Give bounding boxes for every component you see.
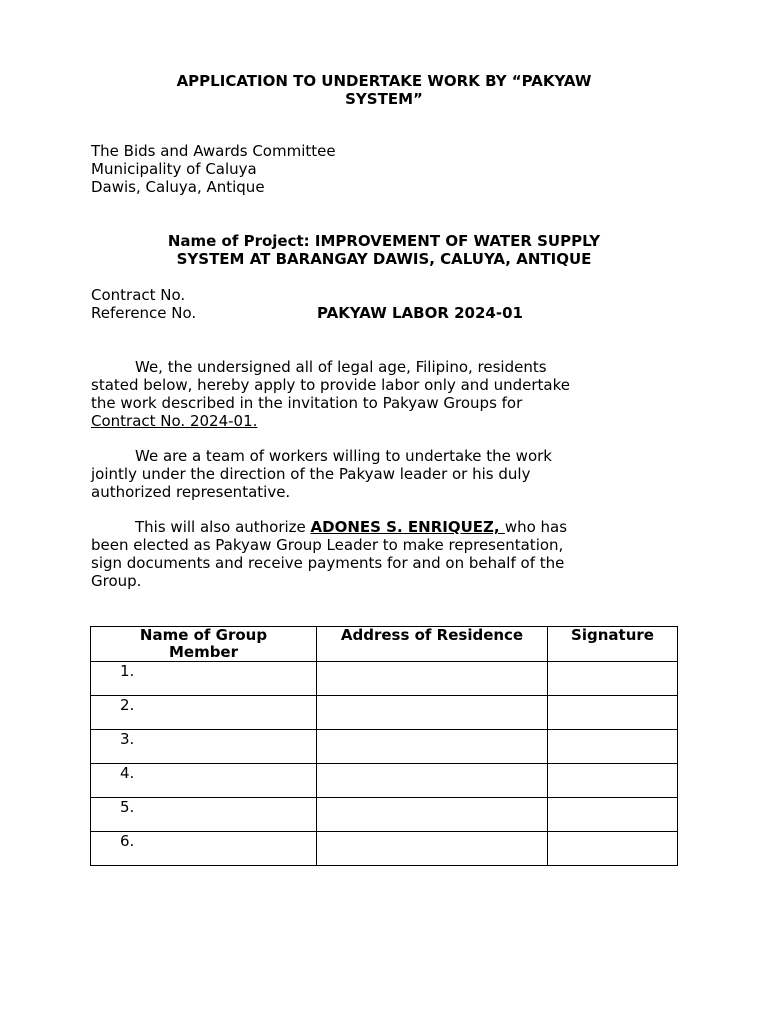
table-row <box>91 798 678 832</box>
member-name-cell[interactable] <box>91 730 317 764</box>
table-row <box>91 696 678 730</box>
row-number: 6. <box>120 832 135 850</box>
project-name <box>90 232 678 268</box>
p3-line-4: Group. <box>91 572 142 590</box>
member-name-cell[interactable] <box>91 798 317 832</box>
p1-line-4: Contract No. 2024-01. <box>91 412 258 430</box>
table-row <box>91 764 678 798</box>
address-cell[interactable] <box>317 662 548 696</box>
address-cell[interactable] <box>317 832 548 866</box>
paragraph-team <box>91 447 671 501</box>
title-line-2: SYSTEM” <box>345 90 423 108</box>
p3-line-1a: This will also authorize <box>135 518 311 536</box>
addressee-line-3: Dawis, Caluya, Antique <box>91 178 265 196</box>
signature-cell[interactable] <box>548 798 678 832</box>
p3-line-3: sign documents and receive payments for and on behalf of the <box>91 554 565 572</box>
p2-line-2: jointly under the direction of the Pakyaw leader or his duly <box>91 465 531 483</box>
address-cell[interactable] <box>317 764 548 798</box>
row-number: 5. <box>120 798 135 816</box>
header-name-line-2: Member <box>168 643 239 661</box>
reference-number-label: Reference No. <box>91 304 197 322</box>
addressee-line-1: The Bids and Awards Committee <box>91 142 336 160</box>
group-members-table <box>90 626 678 866</box>
signature-cell[interactable] <box>548 764 678 798</box>
p2-line-3: authorized representative. <box>91 483 291 501</box>
table-row <box>91 832 678 866</box>
p2-line-1: We are a team of workers willing to undertake the work <box>135 447 552 465</box>
row-number: 1. <box>120 662 135 680</box>
member-name-cell[interactable] <box>91 662 317 696</box>
project-line-1: Name of Project: IMPROVEMENT OF WATER SUPPLY <box>167 232 601 250</box>
address-cell[interactable] <box>317 730 548 764</box>
row-number: 2. <box>120 696 135 714</box>
signature-cell[interactable] <box>548 662 678 696</box>
member-name-cell[interactable] <box>91 832 317 866</box>
table-header-row <box>91 627 678 662</box>
header-signature: Signature <box>548 627 678 662</box>
signature-cell[interactable] <box>548 696 678 730</box>
table-row <box>91 662 678 696</box>
p3-line-2: been elected as Pakyaw Group Leader to make representation, <box>91 536 564 554</box>
document-title <box>90 72 678 108</box>
address-cell[interactable] <box>317 696 548 730</box>
p1-line-3: the work described in the invitation to Pakyaw Groups for <box>91 394 523 412</box>
addressee-block <box>91 142 336 196</box>
p1-line-2: stated below, hereby apply to provide labor only and undertake <box>91 376 570 394</box>
row-number: 4. <box>120 764 135 782</box>
paragraph-application <box>91 358 671 430</box>
project-line-2: SYSTEM AT BARANGAY DAWIS, CALUYA, ANTIQUE <box>176 250 592 268</box>
signature-cell[interactable] <box>548 730 678 764</box>
member-name-cell[interactable] <box>91 764 317 798</box>
member-name-cell[interactable] <box>91 696 317 730</box>
table-row <box>91 730 678 764</box>
contract-number-label: Contract No. <box>91 286 186 304</box>
address-cell[interactable] <box>317 798 548 832</box>
reference-number-value: PAKYAW LABOR 2024-01 <box>317 304 523 322</box>
p3-line-1b: who has <box>504 518 568 536</box>
paragraph-authorization <box>91 518 671 590</box>
title-line-1: APPLICATION TO UNDERTAKE WORK BY “PAKYAW <box>176 72 592 90</box>
header-address: Address of Residence <box>317 627 548 662</box>
header-name-line-1: Name of Group <box>139 626 268 644</box>
signature-cell[interactable] <box>548 832 678 866</box>
p1-line-1: We, the undersigned all of legal age, Filipino, residents <box>135 358 547 376</box>
row-number: 3. <box>120 730 135 748</box>
group-leader-name: ADONES S. ENRIQUEZ, <box>310 518 505 536</box>
addressee-line-2: Municipality of Caluya <box>91 160 257 178</box>
header-name <box>91 627 317 662</box>
